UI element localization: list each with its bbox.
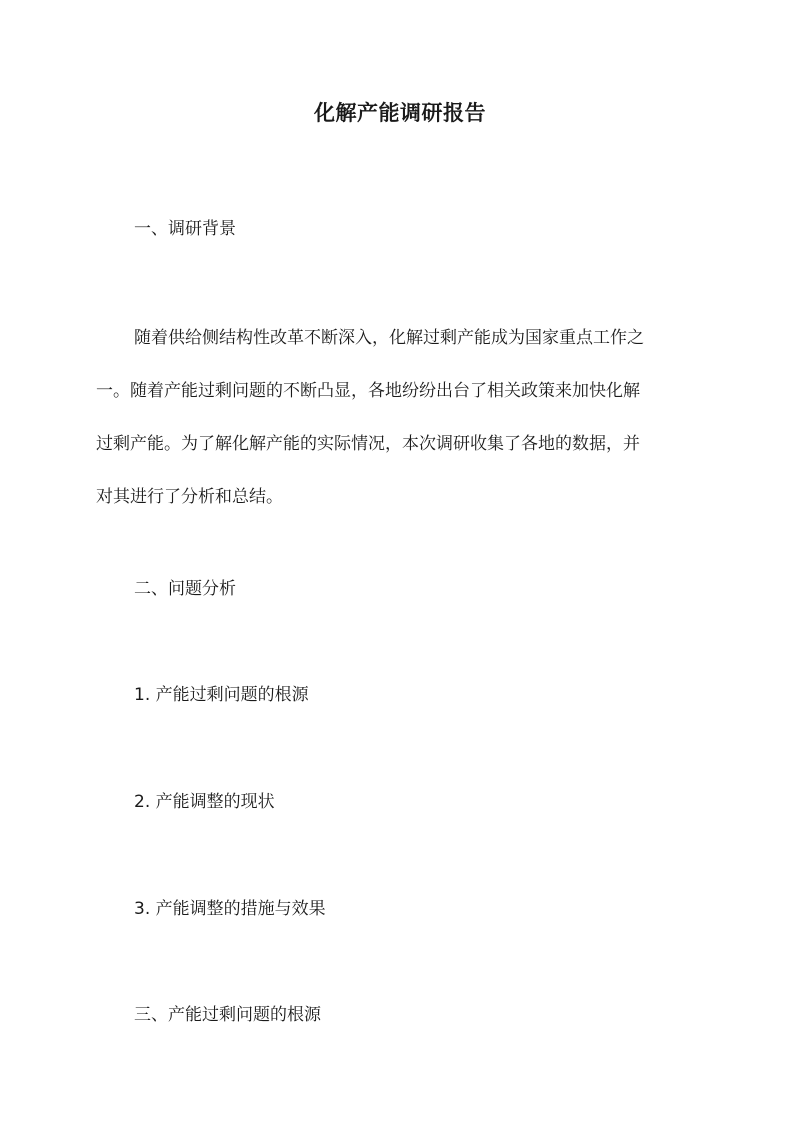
section-heading-analysis: 二、问题分析 — [134, 579, 236, 599]
subsection-heading-current-status: 2. 产能调整的现状 — [134, 792, 275, 812]
paragraph-line: 随着供给侧结构性改革不断深入，化解过剩产能成为国家重点工作之 — [134, 328, 644, 348]
subsection-heading-measures: 3. 产能调整的措施与效果 — [134, 899, 326, 919]
subsection-heading-root-cause: 1. 产能过剩问题的根源 — [134, 685, 309, 705]
section-heading-background: 一、调研背景 — [134, 219, 236, 239]
paragraph-line: 一。随着产能过剩问题的不断凸显，各地纷纷出台了相关政策来加快化解 — [96, 381, 640, 401]
background-paragraph — [96, 312, 701, 524]
document-title: 化解产能调研报告 — [314, 100, 486, 125]
paragraph-line: 过剩产能。为了解化解产能的实际情况，本次调研收集了各地的数据，并 — [96, 434, 640, 454]
section-heading-overcapacity-root: 三、产能过剩问题的根源 — [134, 1005, 321, 1025]
paragraph-line: 对其进行了分析和总结。 — [96, 487, 283, 507]
